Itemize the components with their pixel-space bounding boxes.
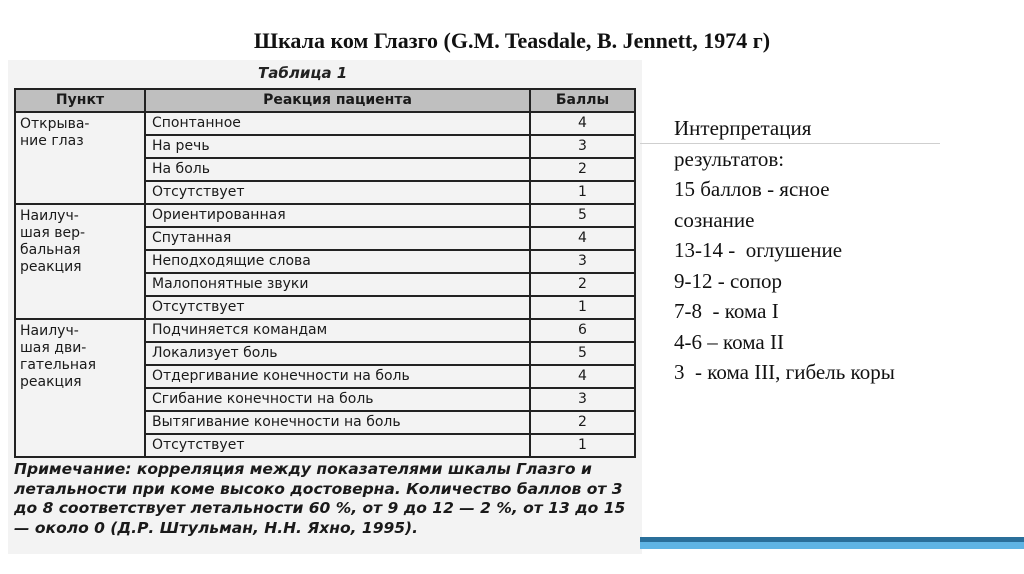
accent-bar-light [640, 542, 1024, 549]
interpretation-line: 4-6 – кома II [674, 329, 784, 354]
response-cell: Спонтанное [145, 112, 530, 135]
response-cell: Неподходящие слова [145, 250, 530, 273]
response-cell: Подчиняется командам [145, 319, 530, 342]
interpretation-line: 15 баллов - ясное [674, 177, 830, 201]
interpretation-line: 3 - кома III, гибель коры [674, 360, 895, 384]
table-header-row [15, 89, 635, 112]
item-cell: Наилуч- шая вер- бальная реакция [15, 204, 145, 319]
header-item: Пункт [15, 89, 145, 112]
score-cell: 3 [530, 388, 635, 411]
table-note: Примечание: корреляция между показателями шкалы Глазго и летальности при коме высоко достоверна. Количество баллов от 3 до 8 соответствует летальности 60 %, от 9 до 12 — 2 %, от 13 до 15 — около 0 (Д.Р. Штульман, Н.Н. Яхно, 1995). [14, 460, 626, 537]
response-cell: Вытягивание конечности на боль [145, 411, 530, 434]
response-cell: Локализует боль [145, 342, 530, 365]
response-cell: Отсутствует [145, 434, 530, 457]
score-cell: 4 [530, 365, 635, 388]
scanned-table-image [8, 60, 642, 554]
score-cell: 3 [530, 250, 635, 273]
header-score: Баллы [530, 89, 635, 112]
table-caption: Таблица 1 [258, 64, 348, 82]
response-cell: Отсутствует [145, 296, 530, 319]
score-cell: 1 [530, 296, 635, 319]
interpretation-line: 13-14 - оглушение [674, 238, 843, 262]
response-cell: Спутанная [145, 227, 530, 250]
score-cell: 1 [530, 434, 635, 457]
score-cell: 3 [530, 135, 635, 158]
score-cell: 5 [530, 342, 635, 365]
score-cell: 2 [530, 273, 635, 296]
table-row [15, 204, 635, 227]
item-cell: Открыва- ние глаз [15, 112, 145, 204]
interpretation-block [674, 113, 994, 388]
interpretation-line: результатов: [674, 146, 785, 171]
header-response: Реакция пациента [145, 89, 530, 112]
score-cell: 1 [530, 181, 635, 204]
response-cell: На боль [145, 158, 530, 181]
interpretation-line: Интерпретация [674, 116, 812, 140]
response-cell: Ориентированная [145, 204, 530, 227]
response-cell: На речь [145, 135, 530, 158]
response-cell: Отсутствует [145, 181, 530, 204]
interpretation-line: 9-12 - сопор [674, 268, 783, 293]
score-cell: 4 [530, 227, 635, 250]
response-cell: Сгибание конечности на боль [145, 388, 530, 411]
slide-title: Шкала ком Глазго (G.M. Teasdale, B. Jennett, 1974 г) [253, 28, 771, 53]
table-row [15, 319, 635, 342]
score-cell: 5 [530, 204, 635, 227]
interpretation-line: сознание [674, 207, 755, 232]
glasgow-coma-scale-table [14, 88, 636, 458]
response-cell: Малопонятные звуки [145, 273, 530, 296]
response-cell: Отдергивание конечности на боль [145, 365, 530, 388]
table-row [15, 112, 635, 135]
score-cell: 2 [530, 158, 635, 181]
item-cell: Наилуч- шая дви- гательная реакция [15, 319, 145, 457]
score-cell: 4 [530, 112, 635, 135]
interpretation-line: 7-8 - кома I [674, 299, 779, 323]
score-cell: 6 [530, 319, 635, 342]
score-cell: 2 [530, 411, 635, 434]
